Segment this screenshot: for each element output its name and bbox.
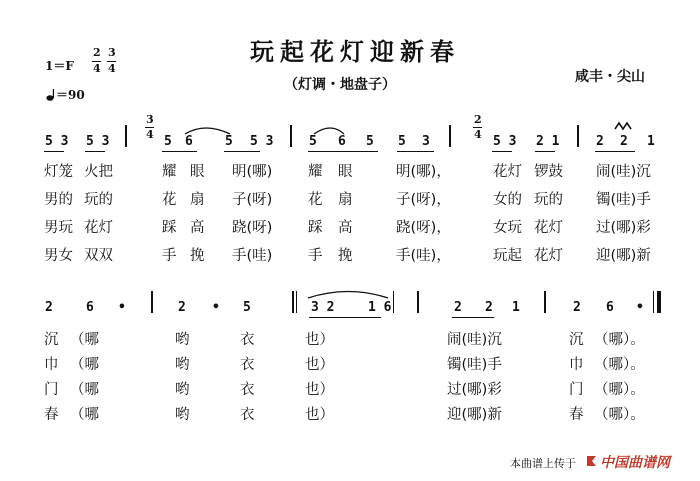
slur-arc [305,287,391,299]
lyric: 也） [305,332,334,348]
beam [309,317,381,318]
lyric: 巾 [44,357,59,373]
barline [393,291,394,313]
lyric: （哪 [70,357,99,373]
lyric: 明(哪)， [396,164,451,180]
lyric: 迎(哪)新 [596,248,651,264]
lyric: 手 [162,248,177,264]
lyric: 花 [162,192,177,208]
origin: 咸丰・尖山 [575,69,645,85]
lyric: 玩的 [84,192,113,208]
lyric: （哪 [70,382,99,398]
dot-extension: • [212,300,220,315]
note: 5 3 [493,134,517,149]
beam [535,151,555,152]
lyric: 闹(哇)沉 [596,164,651,180]
barline [151,291,153,313]
lyric: 花灯 [534,248,563,264]
lyric: 挽 [190,248,205,264]
lyric: 哟 [175,407,190,423]
site-logo[interactable]: 中国曲谱网 [600,455,670,471]
lyric: 春 [44,407,59,423]
note: 5 3 [86,134,110,149]
lyric: 也） [305,407,334,423]
lyric: 耀 [308,164,323,180]
lyric: 手 [308,248,323,264]
note: 5 3 [45,134,69,149]
note: 3 [422,134,430,149]
beam [595,151,635,152]
subtitle: （灯调・地盘子） [284,77,396,93]
lyric: 巾 [569,357,584,373]
beam [397,151,434,152]
note: 2 [620,134,628,149]
lyric: 哟 [175,357,190,373]
final-barline [657,291,661,313]
barline [577,125,579,147]
footer-text: 本曲谱上传于 [510,457,576,470]
note: 2 [454,300,462,315]
page-title: 玩起花灯迎新春 [250,38,460,66]
mordent-icon [614,121,634,131]
lyric: 迎(哪)新 [447,407,502,423]
note: 5 [366,134,374,149]
lyric: 也） [305,357,334,373]
note: 2 [596,134,604,149]
lyric: 扇 [338,192,353,208]
lyric: 衣 [240,382,255,398]
meter-change-den: 4 [474,128,482,141]
lyric: 女玩 [493,220,522,236]
lyric: 男玩 [44,220,73,236]
lyric: 沉 [44,332,59,348]
beam [308,151,378,152]
note: 1 [512,300,520,315]
barline [125,125,127,147]
lyric: （哪）。 [594,357,645,373]
slur-arc [180,120,360,136]
lyric: 闹(哇)沉 [447,332,502,348]
meter-change-num: 2 [474,113,482,126]
dot-extension: • [636,300,644,315]
lyric: 也） [305,382,334,398]
lyric: 灯笼 [44,164,73,180]
lyric: 明(哪) [232,164,273,180]
lyric: 沉 [569,332,584,348]
beam [44,151,64,152]
lyric: 镯(哇)手 [447,357,502,373]
lyric: 锣鼓 [534,164,563,180]
lyric: 子(呀) [232,192,273,208]
lyric: 男女 [44,248,73,264]
barline [296,291,297,313]
note: 5 3 [250,134,274,149]
tempo: ＝90 [56,88,85,102]
lyric: 哟 [175,332,190,348]
beam [85,151,105,152]
note: 5 [225,134,233,149]
lyric: 眼 [338,164,353,180]
lyric: 镯(哇)手 [596,192,651,208]
key-signature: 1＝F [45,59,74,73]
meter-a-den: 4 [93,62,101,75]
beam [162,151,197,152]
lyric: 高 [190,220,205,236]
beam [492,151,512,152]
barline [449,125,451,147]
note: 2 [573,300,581,315]
note: 2 1 [536,134,560,149]
note: 6 [185,134,193,149]
lyric: 高 [338,220,353,236]
dot-extension: • [118,300,126,315]
quarter-note-icon [46,87,56,106]
beam [452,317,494,318]
lyric: 眼 [190,164,205,180]
lyric: （哪）。 [594,332,645,348]
lyric: 过(哪)彩 [596,220,651,236]
note: 6 [338,134,346,149]
note: 6 [86,300,94,315]
lyric: 过(哪)彩 [447,382,502,398]
lyric: 手(哇) [232,248,273,264]
note: 1 6 [368,300,392,315]
lyric: 玩起 [493,248,522,264]
lyric: 跷(呀) [232,220,273,236]
note: 5 [398,134,406,149]
lyric: 火把 [84,164,113,180]
lyric: 男的 [44,192,73,208]
lyric: 花 [308,192,323,208]
final-barline [653,291,654,313]
note: 5 [309,134,317,149]
lyric: （哪）。 [594,382,645,398]
lyric: （哪）。 [594,407,645,423]
lyric: 花灯 [493,164,522,180]
site-logo-icon [584,453,600,473]
lyric: 耀 [162,164,177,180]
lyric: 扇 [190,192,205,208]
lyric: 女的 [493,192,522,208]
lyric: 跷(呀)， [396,220,451,236]
lyric: 春 [569,407,584,423]
lyric: 衣 [240,407,255,423]
lyric: 双双 [84,248,113,264]
lyric: （哪 [70,407,99,423]
lyric: 手(哇)， [396,248,451,264]
note: 1 [647,134,655,149]
lyric: 踩 [162,220,177,236]
lyric: 花灯 [84,220,113,236]
meter-b-den: 4 [108,62,116,75]
lyric: 衣 [240,332,255,348]
barline [417,291,419,313]
note: 6 [606,300,614,315]
meter-change-den: 4 [146,128,154,141]
note: 2 [178,300,186,315]
note: 5 [164,134,172,149]
lyric: 踩 [308,220,323,236]
barline [292,291,294,313]
barline [544,291,546,313]
note: 2 [45,300,53,315]
lyric: 门 [569,382,584,398]
note: 3 2 [311,300,335,315]
meter-a-num: 2 [93,46,101,59]
meter-b-num: 3 [108,46,116,59]
lyric: 门 [44,382,59,398]
lyric: 子(呀)， [396,192,451,208]
meter-change-num: 3 [146,113,154,126]
beam [224,151,260,152]
lyric: 哟 [175,382,190,398]
note: 2 [485,300,493,315]
lyric: （哪 [70,332,99,348]
lyric: 衣 [240,357,255,373]
lyric: 挽 [338,248,353,264]
lyric: 花灯 [534,220,563,236]
note: 5 [243,300,251,315]
lyric: 玩的 [534,192,563,208]
